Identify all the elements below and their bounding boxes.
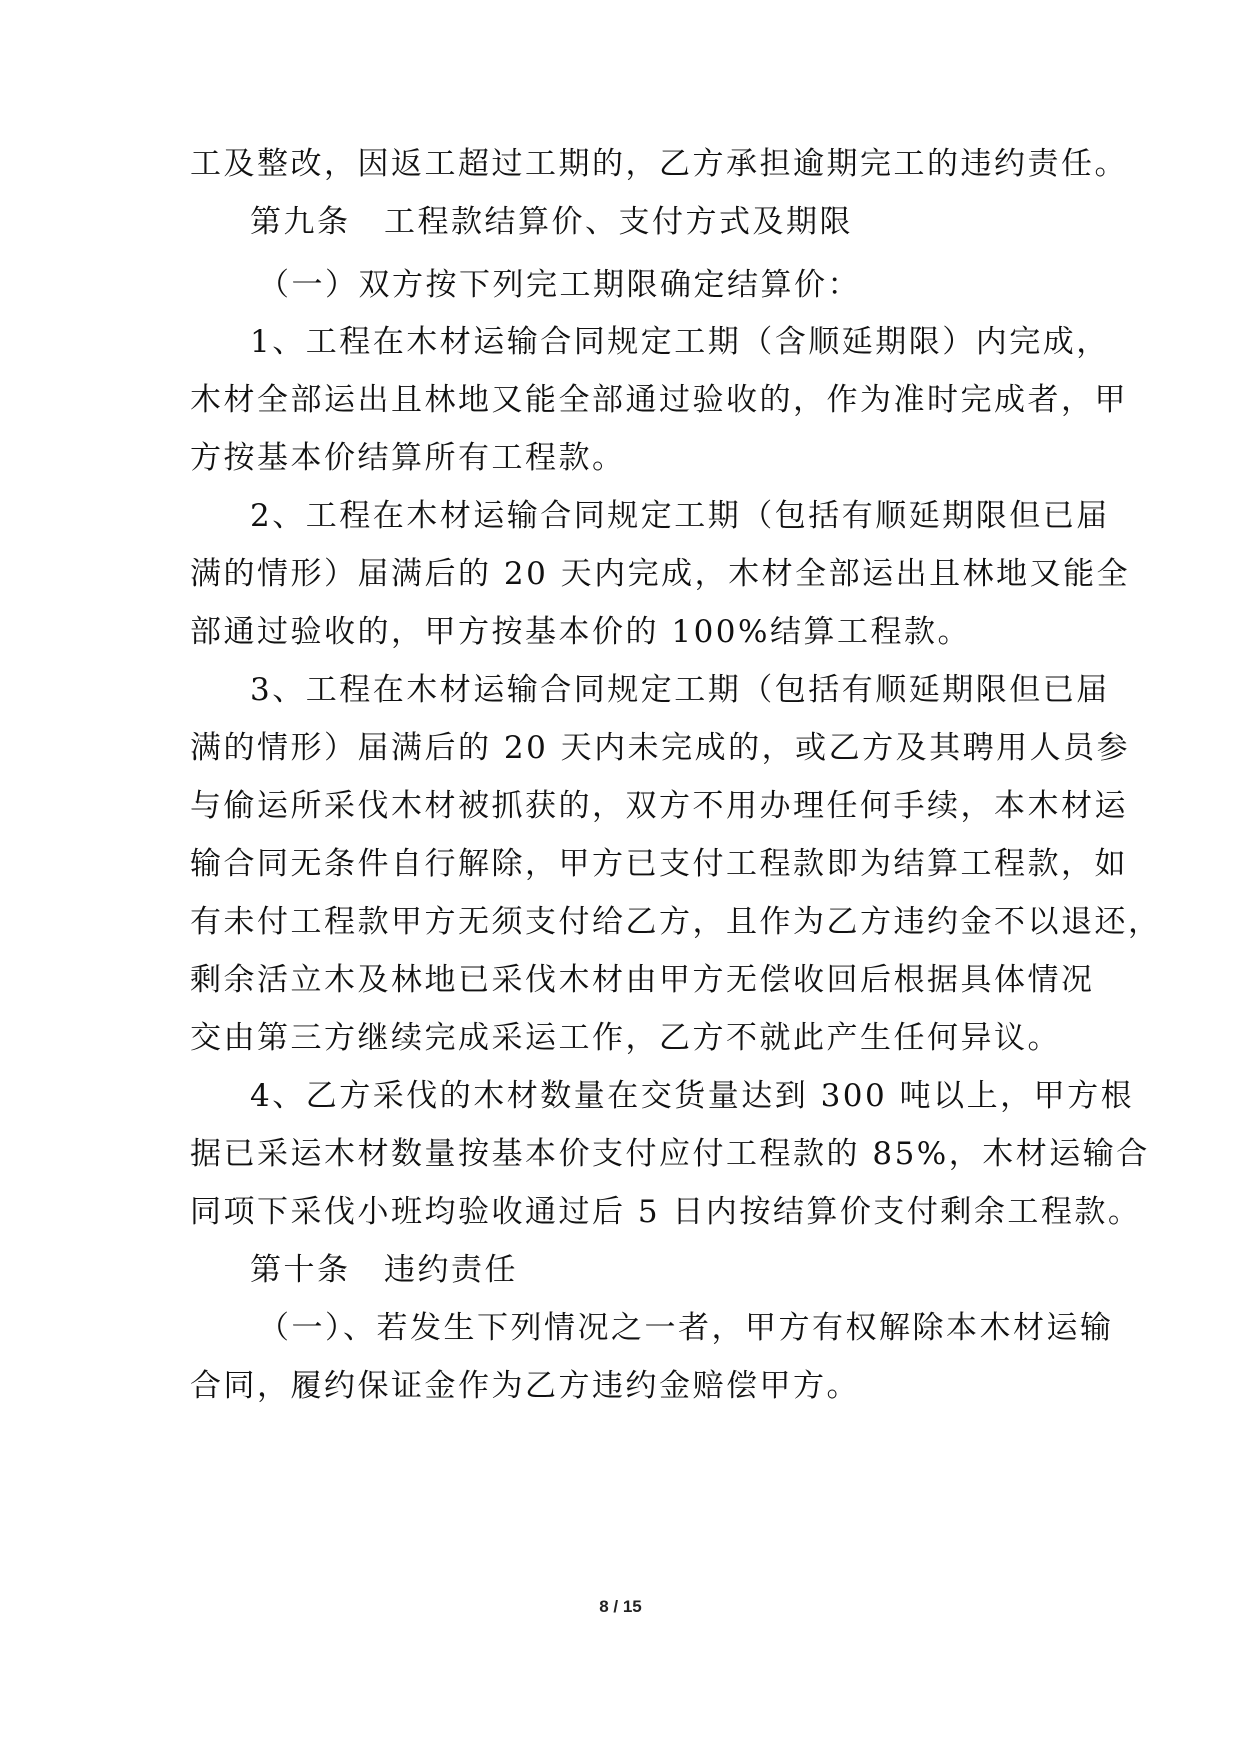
paragraph-line: 剩余活立木及林地已采伐木材由甲方无偿收回后根据具体情况 <box>190 962 1095 998</box>
paragraph-line: 满的情形）届满后的 20 天内未完成的，或乙方及其聘用人员参 <box>190 730 1131 766</box>
paragraph-line: 交由第三方继续完成采运工作，乙方不就此产生任何异议。 <box>190 1020 1061 1056</box>
paragraph-line: 满的情形）届满后的 20 天内完成，木材全部运出且林地又能全 <box>190 556 1131 592</box>
paragraph-line: 合同，履约保证金作为乙方违约金赔偿甲方。 <box>190 1368 860 1404</box>
page-number: 8 / 15 <box>599 1597 642 1616</box>
section-heading: 第九条 工程款结算价、支付方式及期限 <box>250 204 853 240</box>
paragraph-line: 部通过验收的，甲方按基本价的 100%结算工程款。 <box>190 614 971 650</box>
subsection-heading: （一）双方按下列完工期限确定结算价： <box>258 267 861 303</box>
paragraph-line: 与偷运所采伐木材被抓获的，双方不用办理任何手续，本木材运 <box>190 788 1128 824</box>
paragraph-line: 4、乙方采伐的木材数量在交货量达到 300 吨以上，甲方根 <box>250 1078 1135 1114</box>
paragraph-line: （一）、若发生下列情况之一者，甲方有权解除本木材运输 <box>258 1310 1114 1346</box>
paragraph-line: 输合同无条件自行解除，甲方已支付工程款即为结算工程款，如 <box>190 846 1128 882</box>
paragraph-line: 2、工程在木材运输合同规定工期（包括有顺延期限但已届 <box>250 498 1110 534</box>
paragraph-line: 工及整改，因返工超过工期的，乙方承担逾期完工的违约责任。 <box>190 146 1128 182</box>
paragraph-line: 1、工程在木材运输合同规定工期（含顺延期限）内完成， <box>250 324 1110 360</box>
paragraph-line: 3、工程在木材运输合同规定工期（包括有顺延期限但已届 <box>250 672 1110 708</box>
paragraph-line: 据已采运木材数量按基本价支付应付工程款的 85%，木材运输合 <box>190 1136 1150 1172</box>
paragraph-line: 同项下采伐小班均验收通过后 5 日内按结算价支付剩余工程款。 <box>190 1194 1142 1230</box>
paragraph-line: 方按基本价结算所有工程款。 <box>190 440 626 476</box>
paragraph-line: 木材全部运出且林地又能全部通过验收的，作为准时完成者，甲 <box>190 382 1128 418</box>
paragraph-line: 有未付工程款甲方无须支付给乙方，且作为乙方违约金不以退还， <box>190 904 1162 940</box>
section-heading: 第十条 违约责任 <box>250 1252 518 1288</box>
